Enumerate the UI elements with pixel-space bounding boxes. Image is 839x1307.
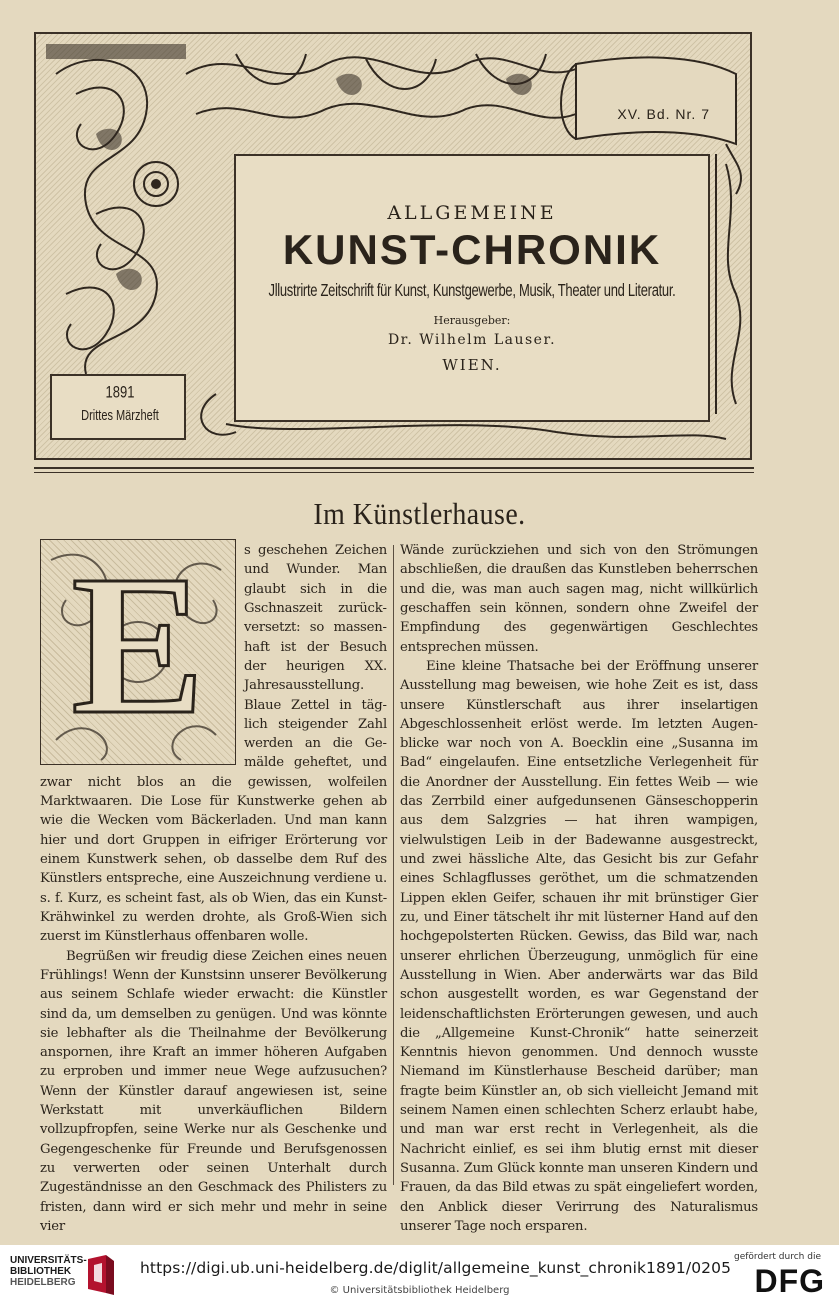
copyright-notice: © Universitätsbibliothek Heidelberg xyxy=(329,1285,510,1296)
paragraph: Wände zurückziehen und sich von den Strömungen abschließen, die draußen das Kunstleben beherrschen und die, was man auch sagen mag, nicht willkürlich geschaffen sein können, sondern ohne Zweifel der Empfindung des gegenwärtigen Geschlechtes entsprechen müssen. xyxy=(400,543,758,655)
publication-city: WIEN. xyxy=(442,356,502,374)
initial-letter: E xyxy=(71,535,205,756)
paragraph: s geschehen Zeichen und Wunder. Man glaubt sich in die Gschnaszeit zurückversetzt: so massenhaft ist der Besuch der heurigen XX. Jahresausstellung. Blaue Zettel in täglich steigender Zahl werden an die Gemälde geheftet, und zwar nicht blos an die gewissen, wolfeilen Marktwaaren. Die Lose für Kunstwerke gehen ab wie die Wecken vom Bäckerladen. Und man kann hier und dort Gruppen in eifriger Erörterung vor einem Kunstwerk sehen, ob dasselbe dem Ruf des Künstlers entspreche, eine Auszeichnung verdiene u. s. f. Kurz, es scheint fast, als ob Wien, das ein Kunst-Krähwinkel zu werden drohte, als Groß-Wien sich zuerst im Künstlerhaus offenbaren wolle. xyxy=(40,543,387,945)
library-name-line: BIBLIOTHEK xyxy=(10,1266,72,1277)
dfg-logo: DFG xyxy=(754,1263,825,1299)
paragraph: Eine kleine Thatsache bei der Eröffnung unserer Ausstellung mag beweisen, wie hohe Zeit es ist, dass unsere Künstlerschaft aus ihrer inselartigen Abgeschlossenheit erlöst werde. Im letzten Augenblicke war noch von A. Boecklin eine „Susanna im Bad“ eingelaufen. Eine entsetzliche Verlegenheit für die Anordner der Ausstellung. Ein fettes Weib — wie das Zerrbild einer aufgedunsenen Gänseschopperin aus dem Salzgries — hat ihren wampigen, vielwulstigen Leib in der Badewanne ausgestreckt, und zwei hässliche Alte, das Gesicht bis zur Gefahr eines Schlagflusses geröthet, um die schmatzenden Lippen eklen Geifer, schauen ihr mit brünstiger Gier zu, und Einer tätschelt ihr mit lüsterner Hand auf den hochgepolsterten Rücken. Gewiss, das Bild war, nach unserer ehrlichen Überzeugung, unmöglich für eine Ausstellung in Wien. Aber anderwärts war das Bild schon ausgestellt worden, es war Gegenstand der leidenschaftlichsten Erörterungen gewesen, und auch die „Allgemeine Kunst-Chronik“ hatte seinerzeit Kenntnis hievon genommen. Und dennoch wusste Niemand im Künstlerhause Bescheid darüber; man fragte beim Künstler an, ob sich vielleicht Jemand mit seinem Namen einen schlechten Scherz erlaubt habe, und man war erst recht in Verlegenheit, als die Nachricht einlief, es sei ihm blutig ernst mit dieser Susanna. Zum Glück konnte man unseren Kindern und Frauen, da das Bild etwas zu spät eingeliefert worden, den Anblick dieser Verirrung des Naturalismus unserer Tage noch ersparen. xyxy=(400,658,758,1234)
decorated-initial xyxy=(40,535,236,765)
issue-year: 1891 xyxy=(105,381,135,402)
library-name xyxy=(10,1255,87,1288)
publisher-label: Herausgeber: xyxy=(433,314,511,327)
issue-label: XV. Bd. Nr. 7 xyxy=(617,106,710,122)
masthead-title: KUNST-CHRONIK xyxy=(282,226,662,273)
header-rule-thin xyxy=(34,472,754,473)
article-column-left xyxy=(40,535,387,1236)
editor-name: Dr. Wilhelm Lauser. xyxy=(387,332,557,348)
paragraph: Begrüßen wir freudig diese Zeichen eines neuen Frühlings! Wenn der Kunstsinn unserer Bevölkerung aus seinem Schlafe wieder erwacht: die Künstler sind da, um demselben zu genügen. Und was könnte sie lebhafter als die Theilnahme der Bevölkerung anspornen, ihre Kraft an immer höheren Aufgaben zu erproben und immer neue Wege aufzusuchen? Wenn der Künstler darauf angewiesen ist, seine Werkstatt mit unverkäuflichen Bildern vollzupfropfen, seine Werke nur als Geschenke und Gegengeschenke für Freunde und Berufsgenossen zu verwerten oder seinen Unterhalt durch Zugeständnisse an den Geschmack des Philisters zu fristen, dann wird er sich mehr und mehr in seine vier xyxy=(40,948,387,1234)
header-rule-thick xyxy=(34,467,754,469)
viewer-footer xyxy=(0,1245,839,1307)
permalink-url[interactable]: https://digi.ub.uni-heidelberg.de/diglit/allgemeine_kunst_chronik1891/0205 xyxy=(140,1259,732,1277)
article-title: Im Künstlerhause. xyxy=(313,496,526,531)
library-name-line: HEIDELBERG xyxy=(10,1277,76,1288)
issue-date-box xyxy=(50,374,186,440)
masthead-pre-title: ALLGEMEINE xyxy=(387,202,557,224)
article-column-right xyxy=(400,541,758,1236)
issue-name: Drittes Märzheft xyxy=(81,408,159,424)
funding-label: gefördert durch die xyxy=(734,1252,821,1262)
masthead-subtitle: Jllustrirte Zeitschrift für Kunst, Kunstgewerbe, Musik, Theater und Literatur. xyxy=(268,280,676,301)
library-name-line: UNIVERSITÄTS- xyxy=(10,1255,87,1266)
column-divider xyxy=(393,545,394,1185)
masthead xyxy=(34,32,752,460)
